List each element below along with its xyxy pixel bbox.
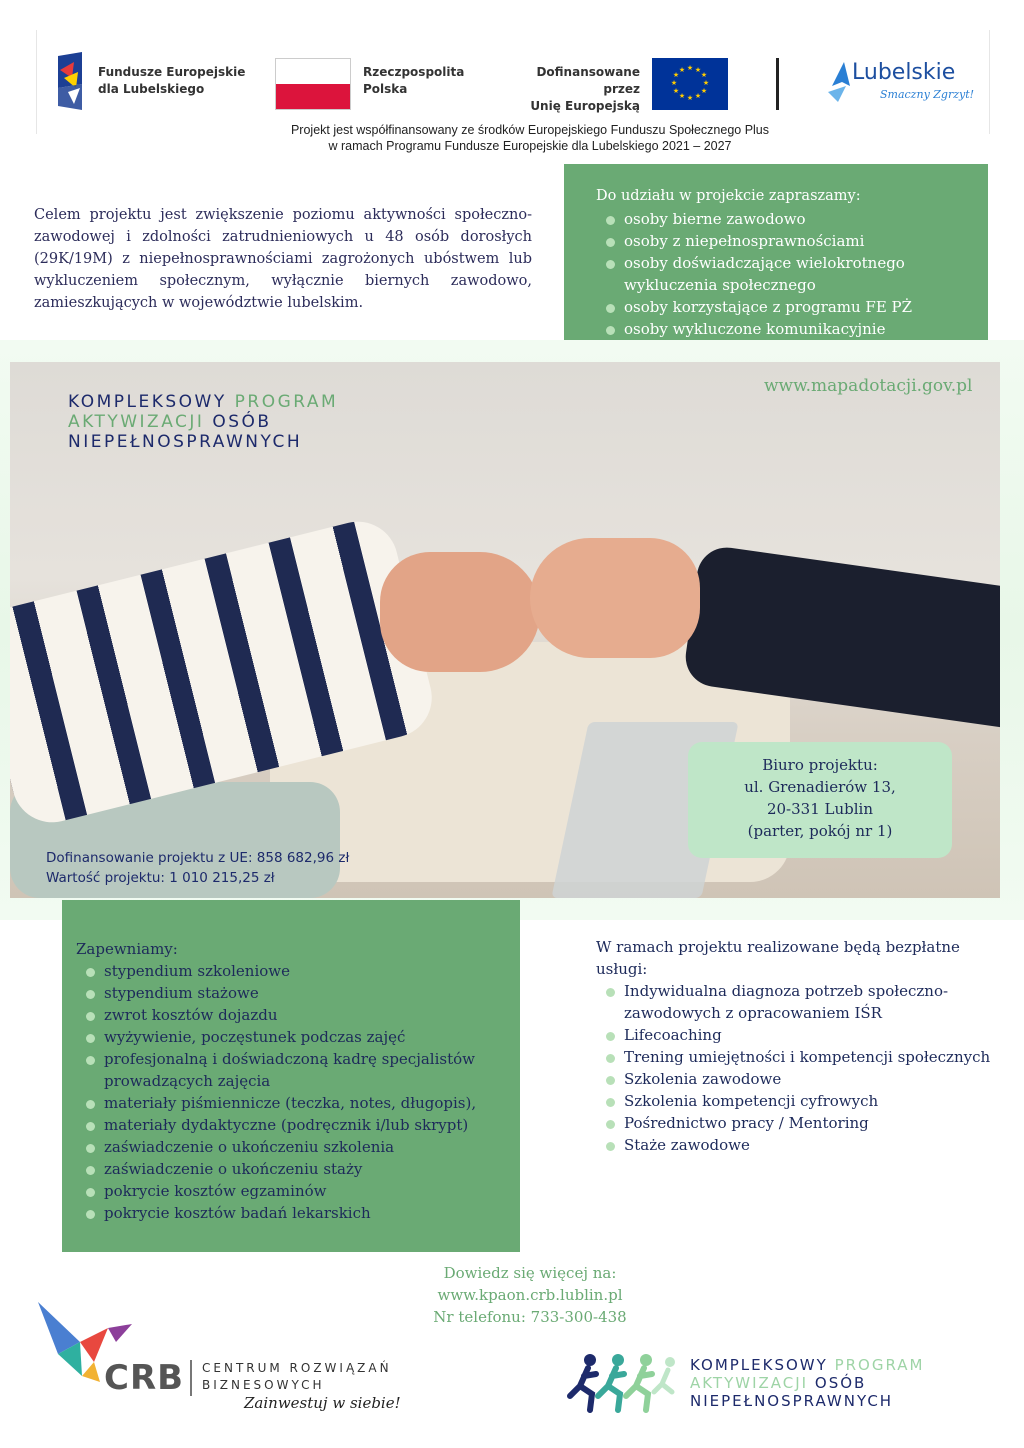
bullet-icon (606, 326, 615, 335)
logo-divider (776, 58, 779, 110)
services-list (596, 980, 996, 1156)
provide-title: Zapewniamy: (76, 940, 178, 958)
list-item: osoby korzystające z programu FE PŻ (596, 296, 976, 318)
office-address-box: Biuro projektu: ul. Grenadierów 13, 20-331 Lublin (parter, pokój nr 1) (688, 742, 952, 858)
bullet-icon (606, 1098, 615, 1107)
crb-slogan: Zainwestuj w siebie! (244, 1394, 401, 1412)
bullet-icon (86, 1012, 95, 1021)
list-item: zwrot kosztów dojazdu (76, 1004, 516, 1026)
website-link[interactable]: www.mapadotacji.gov.pl (764, 376, 973, 396)
bullet-icon (86, 1034, 95, 1043)
list-item: pokrycie kosztów badań lekarskich (76, 1202, 516, 1224)
crb-subtitle: CENTRUM ROZWIĄZAŃ BIZNESOWYCH (202, 1361, 392, 1392)
bullet-icon (606, 988, 615, 997)
svg-text:★: ★ (686, 64, 694, 72)
provide-list (76, 960, 516, 1224)
crb-logo-text: CRB (104, 1358, 185, 1398)
polish-flag-icon (275, 58, 351, 110)
svg-text:★: ★ (700, 87, 708, 95)
svg-text:★: ★ (686, 94, 694, 102)
list-item: osoby z niepełnosprawnościami (596, 230, 976, 252)
list-item: pokrycie kosztów egzaminów (76, 1180, 516, 1202)
list-item: stypendium stażowe (76, 982, 516, 1004)
contact-heading: Dowiedz się więcej na: (443, 1264, 617, 1282)
lubelskie-slogan: Smaczny Zgrzyt! (880, 88, 975, 101)
invite-list (596, 208, 976, 340)
list-item: Pośrednictwo pracy / Mentoring (596, 1112, 996, 1134)
list-item: Trening umiejętności i kompetencji społecznych (596, 1046, 996, 1068)
bullet-icon (86, 1144, 95, 1153)
cofunding-note: Projekt jest współfinansowany ze środków Europejskiego Funduszu Społecznego Plus w ramach Programu Fundusze Europejskie dla Lubelskiego 2021 – 2027 (290, 123, 770, 153)
contact-info (380, 1262, 680, 1328)
bullet-icon (606, 1054, 615, 1063)
svg-text:★: ★ (678, 66, 686, 74)
svg-text:★: ★ (672, 71, 680, 79)
fe-logo-icon (52, 48, 90, 114)
list-item: Szkolenia kompetencji cyfrowych (596, 1090, 996, 1112)
list-item: Staże zawodowe (596, 1134, 996, 1156)
fe-logo-label: Fundusze Europejskie dla Lubelskiego (98, 65, 246, 96)
bullet-icon (606, 260, 615, 269)
contact-website-link[interactable]: www.kpaon.crb.lublin.pl (437, 1286, 623, 1304)
bullet-icon (606, 1142, 615, 1151)
list-item: osoby doświadczające wielokrotnego wykluczenia społecznego (596, 252, 976, 296)
bullet-icon (86, 968, 95, 977)
svg-text:★: ★ (672, 87, 680, 95)
lubelskie-logo-text: Lubelskie (852, 60, 956, 85)
list-item: zaświadczenie o ukończeniu staży (76, 1158, 516, 1180)
project-goal-text: Celem projektu jest zwiększenie poziomu aktywności społeczno-zawodowej i zdolności zatrudnieniowych u 48 osób dorosłych (29K/19M) z niepełnosprawnościami zagrożonych ubóstwem lub wykluczeniem społecznym, wyłącznie biernych zawodowo, zamieszkujących w województwie lubelskim. (34, 207, 532, 311)
list-item: Szkolenia zawodowe (596, 1068, 996, 1090)
bullet-icon (86, 1122, 95, 1131)
contact-phone[interactable]: Nr telefonu: 733-300-438 (433, 1308, 627, 1326)
eu-flag-icon (652, 58, 728, 110)
svg-text:★: ★ (694, 66, 702, 74)
bullet-icon (86, 1056, 95, 1065)
right-fist (530, 538, 700, 658)
list-item: osoby wykluczone komunikacyjnie (596, 318, 976, 340)
bullet-icon (606, 216, 615, 225)
bullet-icon (86, 990, 95, 999)
services-title: W ramach projektu realizowane będą bezpłatne usługi: (596, 938, 960, 978)
svg-text:★: ★ (702, 79, 710, 87)
bullet-icon (606, 1076, 615, 1085)
list-item: Indywidualna diagnoza potrzeb społeczno-zawodowych z opracowaniem IŚR (596, 980, 996, 1024)
bullet-icon (86, 1100, 95, 1109)
list-item: materiały piśmiennicze (teczka, notes, długopis), (76, 1092, 516, 1114)
crb-divider (190, 1360, 192, 1396)
invite-title: Do udziału w projekcie zapraszamy: (596, 188, 861, 204)
footer-program-title: KOMPLEKSOWY PROGRAM AKTYWIZACJI OSÓB NIEPEŁNOSPRAWNYCH (690, 1356, 925, 1410)
list-item: Lifecoaching (596, 1024, 996, 1046)
pl-logo-label: Rzeczpospolita Polska (363, 65, 465, 96)
bullet-icon (606, 1032, 615, 1041)
bullet-icon (606, 1120, 615, 1129)
eu-logo-label: Dofinansowane przez Unię Europejską (530, 65, 640, 113)
svg-text:★: ★ (700, 71, 708, 79)
svg-text:★: ★ (670, 79, 678, 87)
list-item: stypendium szkoleniowe (76, 960, 516, 982)
svg-text:★: ★ (694, 92, 702, 100)
runners-icon (566, 1352, 678, 1414)
bullet-icon (86, 1166, 95, 1175)
bullet-icon (606, 304, 615, 313)
list-item: osoby bierne zawodowo (596, 208, 976, 230)
program-title: KOMPLEKSOWY PROGRAM AKTYWIZACJI OSÓB NIEPEŁNOSPRAWNYCH (68, 392, 339, 452)
list-item: materiały dydaktyczne (podręcznik i/lub skrypt) (76, 1114, 516, 1136)
list-item: wyżywienie, poczęstunek podczas zajęć (76, 1026, 516, 1048)
bullet-icon (86, 1188, 95, 1197)
svg-text:★: ★ (678, 92, 686, 100)
bullet-icon (86, 1210, 95, 1219)
list-item: zaświadczenie o ukończeniu szkolenia (76, 1136, 516, 1158)
left-fist (380, 552, 540, 672)
list-item: profesjonalną i doświadczoną kadrę specjalistów prowadzących zajęcia (76, 1048, 516, 1092)
funding-info: Dofinansowanie projektu z UE: 858 682,96 zł Wartość projektu: 1 010 215,25 zł (46, 850, 350, 886)
bullet-icon (606, 238, 615, 247)
